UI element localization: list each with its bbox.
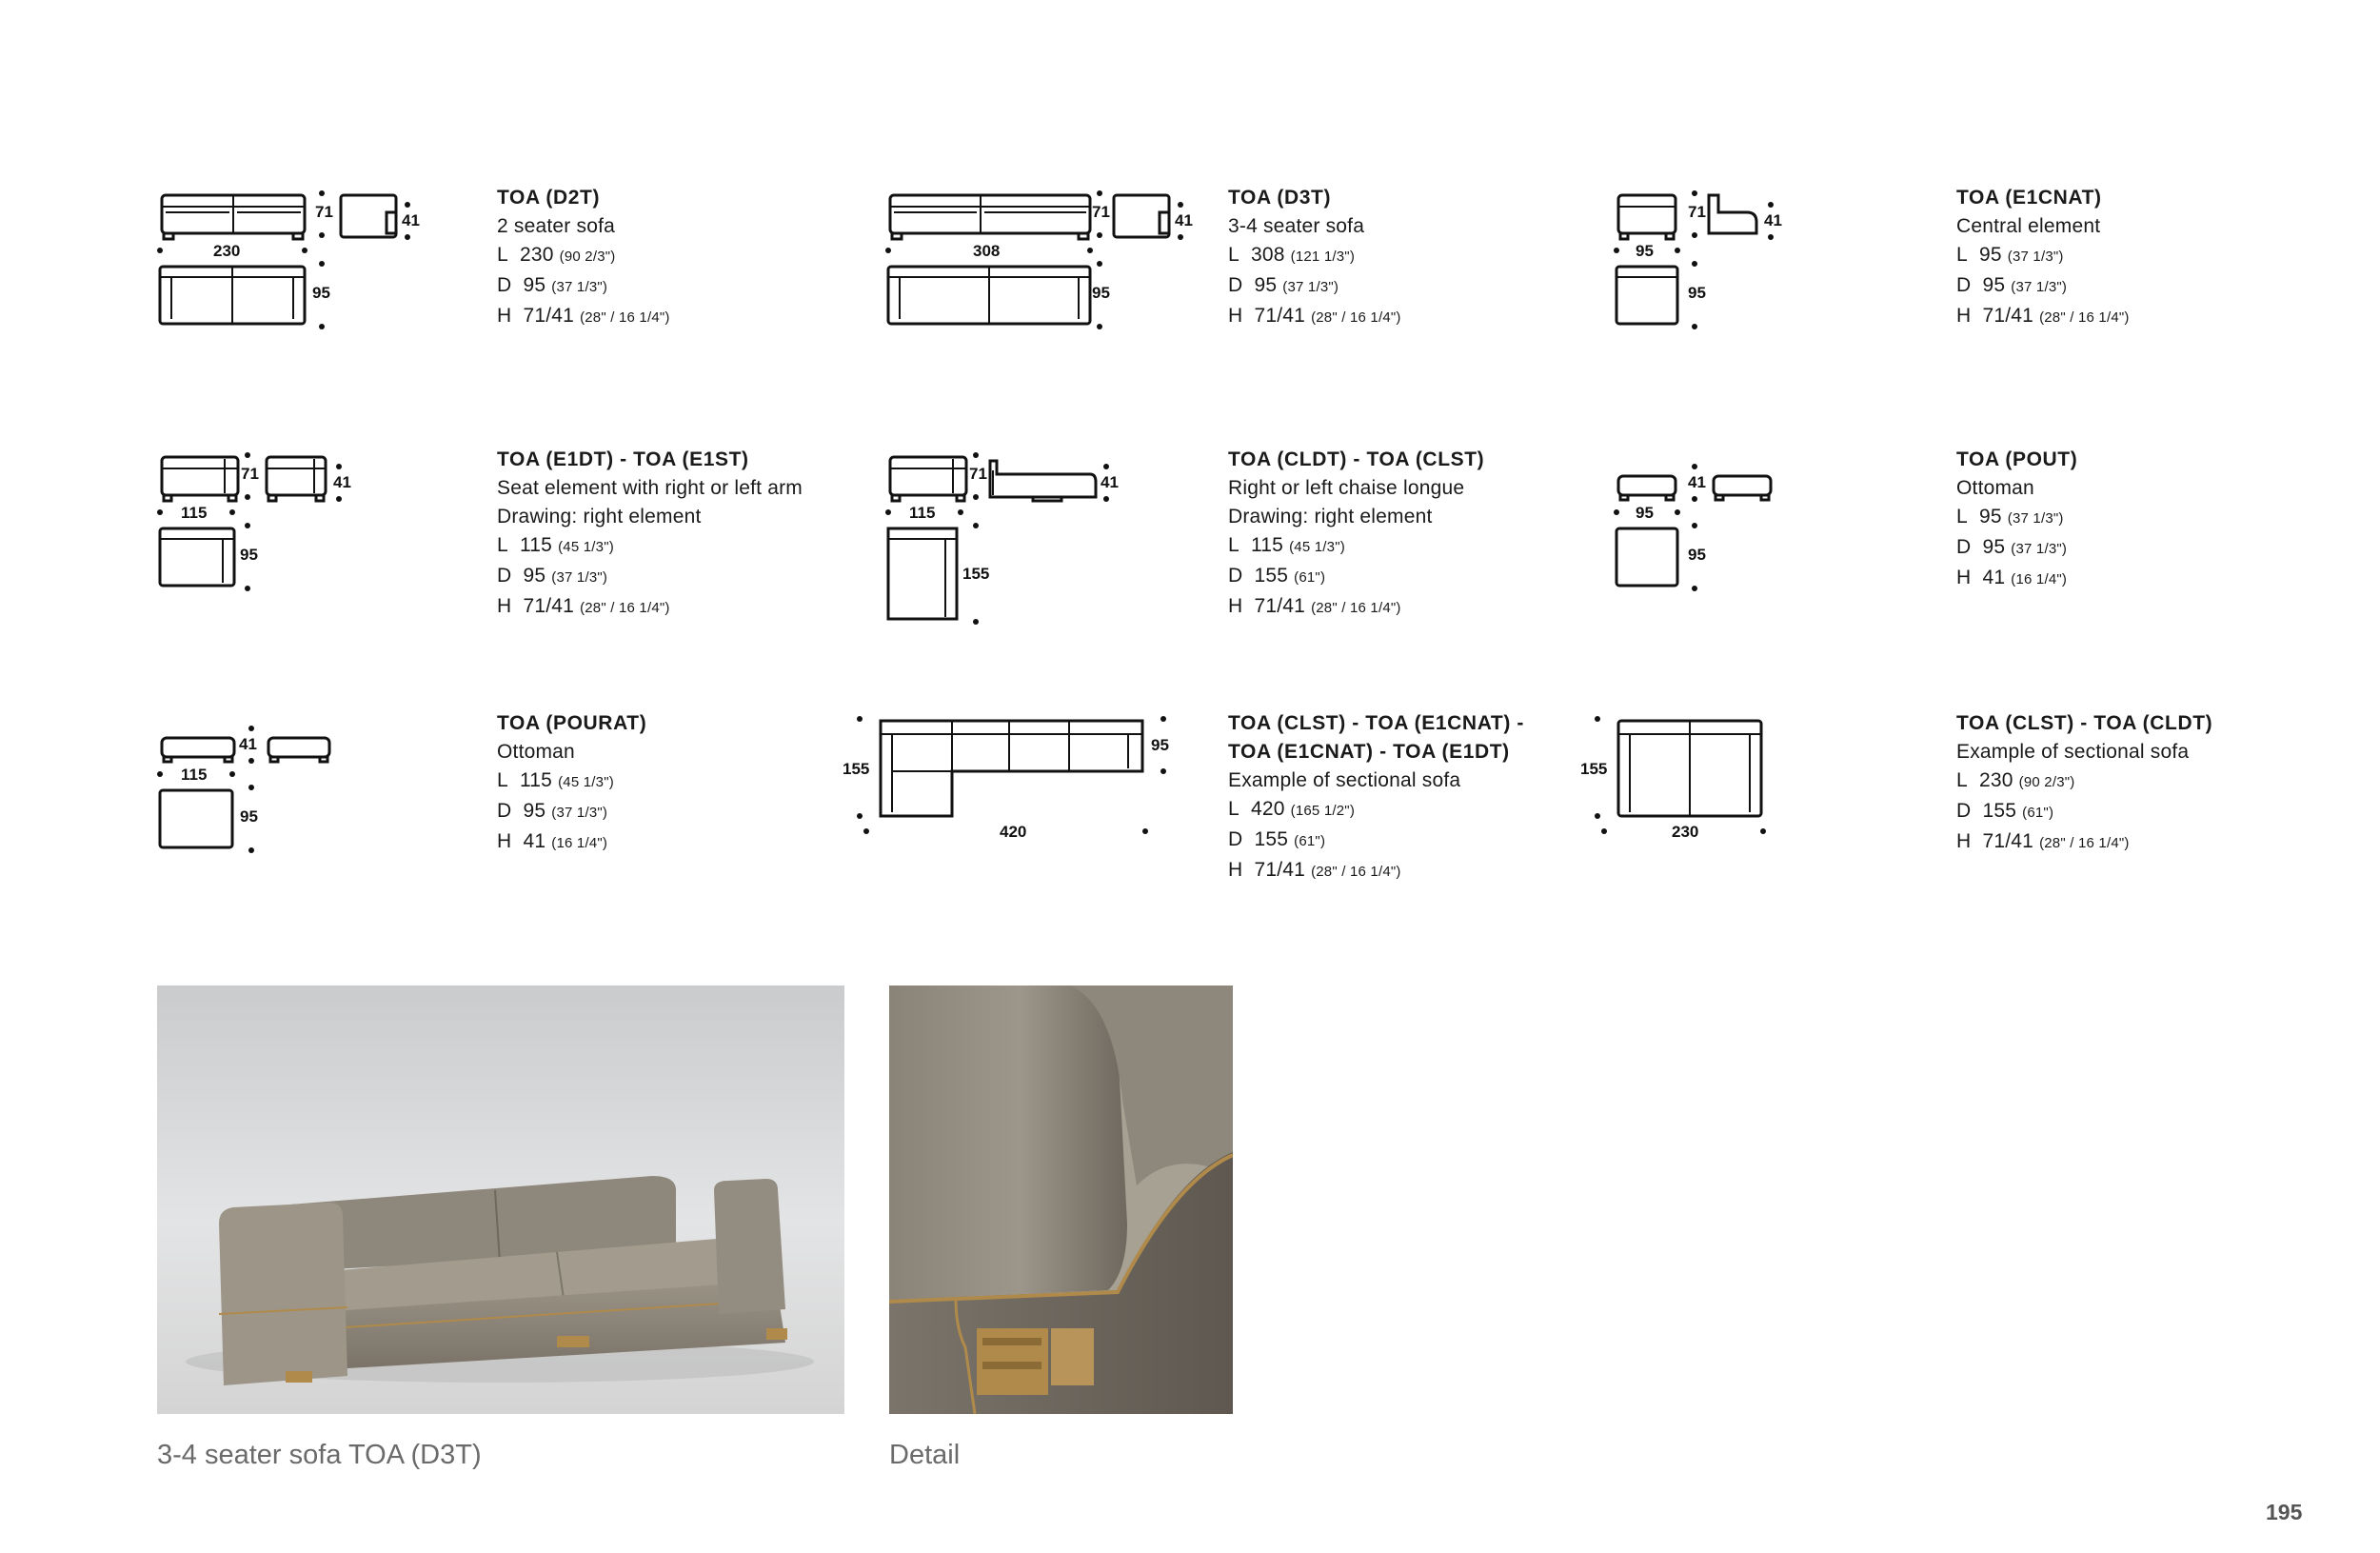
drawing-d2t xyxy=(152,186,428,338)
dimension-depth: D 155 (61") xyxy=(1956,800,2054,822)
dimension-height: H 71/41 (28" / 16 1/4") xyxy=(1228,595,1401,617)
spec-sectional-230 xyxy=(1956,709,2212,858)
dimension-length: L 230 (90 2/3") xyxy=(497,244,616,266)
drawing-e1dt xyxy=(152,448,371,600)
product-description: Right or left chaise longue xyxy=(1228,477,1465,499)
dim-label: 41 xyxy=(1764,211,1782,229)
dim-label: 41 xyxy=(239,735,257,753)
dimension-height: H 71/41 (28" / 16 1/4") xyxy=(1956,305,2130,327)
detail-photo xyxy=(889,986,1233,1414)
dimension-depth: D 95 (37 1/3") xyxy=(497,800,608,822)
dim-label: 71 xyxy=(315,203,333,221)
dim-label: 41 xyxy=(1688,473,1706,491)
dim-label: 95 xyxy=(312,284,330,302)
product-title-continued: TOA (E1CNAT) - TOA (E1DT) xyxy=(1228,741,1510,763)
drawing-e1cnat xyxy=(1609,186,1809,338)
dimension-length: L 95 (37 1/3") xyxy=(1956,506,2064,528)
dimension-length: L 420 (165 1/2") xyxy=(1228,798,1356,820)
dim-label: 308 xyxy=(973,242,1001,260)
spec-cldt xyxy=(1228,446,1484,623)
spec-pout xyxy=(1956,446,2077,594)
product-title: TOA (CLST) - TOA (CLDT) xyxy=(1956,712,2213,734)
dim-label: 420 xyxy=(1000,823,1027,841)
dimension-length: L 115 (45 1/3") xyxy=(1228,534,1345,556)
dim-label: 41 xyxy=(1175,211,1193,229)
spec-e1dt xyxy=(497,446,803,623)
dim-label: 95 xyxy=(1151,736,1169,754)
drawing-pout xyxy=(1609,448,1799,600)
product-description: Ottoman xyxy=(1956,477,2034,499)
product-title: TOA (POURAT) xyxy=(497,712,647,734)
product-description: Drawing: right element xyxy=(1228,506,1433,528)
drawing-sectional-420 xyxy=(843,709,1185,852)
drawing-cldt xyxy=(881,448,1128,638)
dim-label: 71 xyxy=(241,465,259,483)
drawing-d3t xyxy=(881,186,1195,338)
dimension-depth: D 95 (37 1/3") xyxy=(1956,536,2068,558)
dim-label: 155 xyxy=(962,565,990,583)
sofa-photo xyxy=(157,986,844,1414)
dim-label: 230 xyxy=(1672,823,1699,841)
dim-label: 41 xyxy=(333,473,351,491)
dim-label: 95 xyxy=(1092,284,1110,302)
dimension-height: H 71/41 (28" / 16 1/4") xyxy=(1228,859,1401,881)
product-title: TOA (E1CNAT) xyxy=(1956,187,2102,209)
dimension-height: H 71/41 (28" / 16 1/4") xyxy=(1956,830,2130,852)
dim-label: 95 xyxy=(1688,284,1706,302)
dim-label: 230 xyxy=(213,242,241,260)
dim-label: 95 xyxy=(1636,242,1654,260)
photo-caption: 3-4 seater sofa TOA (D3T) xyxy=(157,1440,482,1470)
product-description: Drawing: right element xyxy=(497,506,702,528)
dim-label: 71 xyxy=(1688,203,1706,221)
dim-label: 95 xyxy=(1636,504,1654,522)
dim-label: 155 xyxy=(843,760,870,778)
product-description: 2 seater sofa xyxy=(497,215,616,237)
product-description: Example of sectional sofa xyxy=(1956,741,2190,763)
dim-label: 95 xyxy=(240,546,258,564)
dimension-length: L 115 (45 1/3") xyxy=(497,769,614,791)
dim-label: 41 xyxy=(402,211,420,229)
dimension-length: L 308 (121 1/3") xyxy=(1228,244,1356,266)
dim-label: 115 xyxy=(181,766,208,784)
spec-d2t xyxy=(497,184,670,332)
dimension-depth: D 95 (37 1/3") xyxy=(497,565,608,587)
dimension-depth: D 95 (37 1/3") xyxy=(1228,274,1339,296)
spec-d3t xyxy=(1228,184,1401,332)
page-number: 195 xyxy=(2266,1500,2303,1524)
dimension-height: H 41 (16 1/4") xyxy=(497,830,608,852)
product-title: TOA (D3T) xyxy=(1228,187,1332,209)
dimension-depth: D 155 (61") xyxy=(1228,565,1326,587)
dim-label: 71 xyxy=(1092,203,1110,221)
product-title: TOA (CLDT) - TOA (CLST) xyxy=(1228,448,1485,470)
product-description: Ottoman xyxy=(497,741,575,763)
dim-label: 95 xyxy=(240,807,258,826)
photo-caption: Detail xyxy=(889,1440,961,1470)
product-title: TOA (CLST) - TOA (E1CNAT) - xyxy=(1228,712,1524,734)
dim-label: 71 xyxy=(969,465,987,483)
dimension-height: H 71/41 (28" / 16 1/4") xyxy=(1228,305,1401,327)
product-title: TOA (D2T) xyxy=(497,187,601,209)
dimension-depth: D 95 (37 1/3") xyxy=(497,274,608,296)
dimension-height: H 71/41 (28" / 16 1/4") xyxy=(497,305,670,327)
product-description: Central element xyxy=(1956,215,2101,237)
spec-sectional-420 xyxy=(1228,709,1524,886)
dimension-length: L 95 (37 1/3") xyxy=(1956,244,2064,266)
dimension-depth: D 95 (37 1/3") xyxy=(1956,274,2068,296)
product-title: TOA (E1DT) - TOA (E1ST) xyxy=(497,448,749,470)
dim-label: 155 xyxy=(1580,760,1608,778)
spec-pourat xyxy=(497,709,646,858)
product-description: 3-4 seater sofa xyxy=(1228,215,1365,237)
dim-label: 95 xyxy=(1688,546,1706,564)
dim-label: 115 xyxy=(909,504,936,522)
dimension-depth: D 155 (61") xyxy=(1228,828,1326,850)
drawing-sectional-230 xyxy=(1571,709,1790,852)
dim-label: 41 xyxy=(1101,473,1119,491)
product-description: Seat element with right or left arm xyxy=(497,477,803,499)
product-title: TOA (POUT) xyxy=(1956,448,2078,470)
dimension-length: L 230 (90 2/3") xyxy=(1956,769,2075,791)
dimension-height: H 41 (16 1/4") xyxy=(1956,567,2068,588)
dimension-length: L 115 (45 1/3") xyxy=(497,534,614,556)
dim-label: 115 xyxy=(181,504,208,522)
spec-e1cnat xyxy=(1956,184,2130,332)
dimension-height: H 71/41 (28" / 16 1/4") xyxy=(497,595,670,617)
product-description: Example of sectional sofa xyxy=(1228,769,1461,791)
drawing-pourat xyxy=(152,709,352,862)
